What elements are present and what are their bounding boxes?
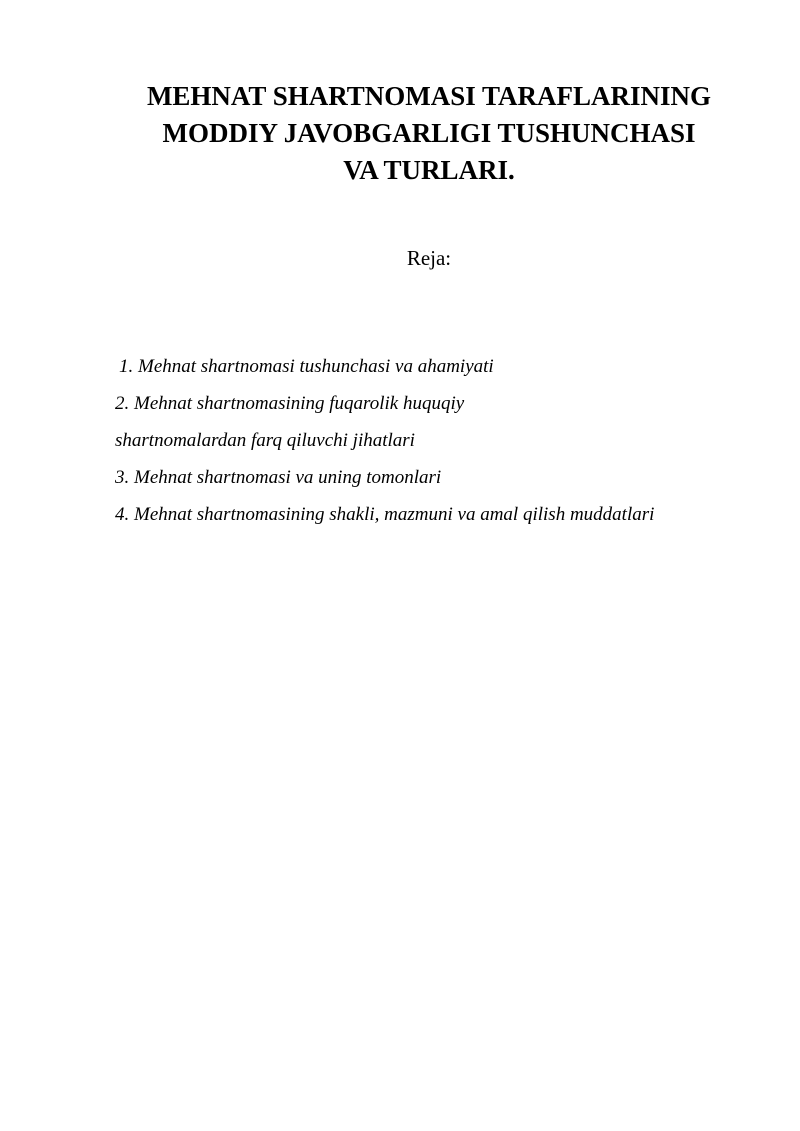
plan-item-2: 2. Mehnat shartnomasining fuqarolik huquqiy <box>115 393 465 414</box>
plan-heading: Reja: <box>406 246 452 270</box>
plan-item-2-continued: shartnomalardan farq qiluvchi jihatlari <box>115 430 415 451</box>
plan-item-4: 4. Mehnat shartnomasining shakli, mazmuni va amal qilish muddatlari <box>115 504 655 525</box>
title-line-1: MEHNAT SHARTNOMASI TARAFLARINING <box>146 81 712 111</box>
plan-item-1: 1. Mehnat shartnomasi tushunchasi va ahamiyati <box>119 356 494 377</box>
document-title <box>100 78 758 189</box>
title-line-3: VA TURLARI. <box>343 155 515 185</box>
title-line-2: MODDIY JAVOBGARLIGI TUSHUNCHASI <box>162 118 696 148</box>
plan-item-3: 3. Mehnat shartnomasi va uning tomonlari <box>115 467 442 488</box>
plan-list <box>115 348 775 533</box>
